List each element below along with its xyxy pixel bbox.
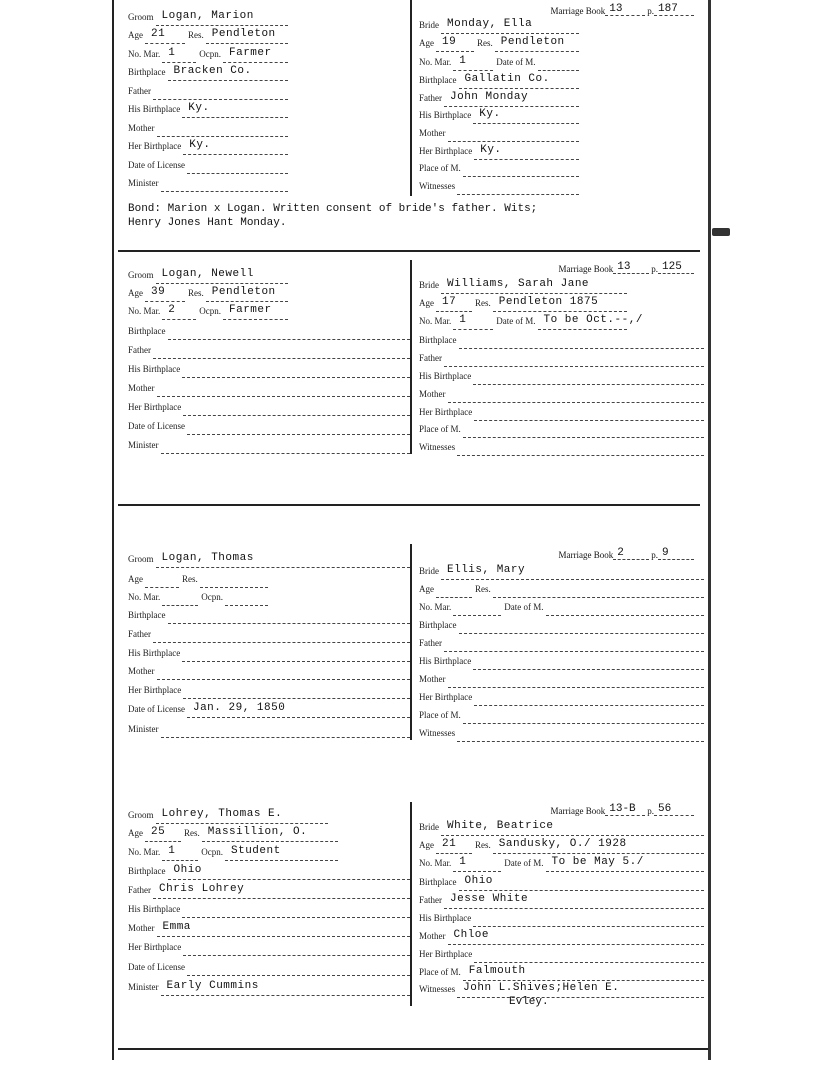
marriage-book-page: 187	[658, 3, 678, 15]
marriage-card-4	[118, 800, 708, 1040]
bond-note-line-1: Bond: Marion x Logan. Written consent of bride's father. Wits;	[128, 203, 538, 215]
bride-age: 21	[442, 838, 457, 850]
groom-minister-field: Minister Early Cummins	[128, 978, 410, 996]
groom-minister: Early Cummins	[166, 980, 259, 992]
card-divider	[410, 0, 412, 196]
bride-his-birthplace-field: His Birthplace	[419, 367, 704, 385]
groom-date-of-license-field: Date of License Jan. 29, 1850	[128, 700, 410, 718]
marriage-book-page: 56	[658, 803, 672, 815]
bride-birthplace-field: Birthplace Ohio	[419, 873, 704, 891]
groom-her-birthplace-field: Her Birthplace	[128, 398, 410, 416]
bride-mother: Chloe	[453, 929, 490, 941]
page-frame-right	[708, 0, 711, 1060]
groom-birthplace-field: Birthplace	[128, 322, 410, 340]
groom-ocpn: Farmer	[229, 304, 272, 316]
bride-age-res-field: Age 17 Res. Pendleton 1875	[419, 294, 627, 312]
groom-name-field: Groom Lohrey, Thomas E.	[128, 806, 328, 824]
groom-res: Pendleton	[211, 28, 276, 40]
groom-her-birthplace-field: Her Birthplace Ky.	[128, 137, 288, 155]
groom-date-of-license: Jan. 29, 1850	[192, 702, 286, 714]
groom-name: Lohrey, Thomas E.	[161, 808, 283, 820]
bride-name: White, Beatrice	[447, 820, 554, 832]
groom-age-res-field: Age 39 Res. Pendleton	[128, 284, 288, 302]
bride-date-of-m: To be Oct.--,/	[543, 314, 643, 326]
bride-name: Ellis, Mary	[447, 564, 526, 576]
bride-her-birthplace-field: Her Birthplace	[419, 945, 704, 963]
bride-name: Williams, Sarah Jane	[447, 278, 590, 290]
bride-father-field: Father John Monday	[419, 89, 579, 107]
groom-date-of-license-field: Date of License	[128, 958, 410, 976]
groom-nomar-ocpn-field: No. Mar. 1 Ocpn. Farmer	[128, 45, 288, 63]
bride-birthplace: Ohio	[464, 875, 493, 887]
bride-witnesses-continuation: Evley.	[509, 996, 549, 1008]
groom-age-res-field: Age Res.	[128, 570, 268, 588]
bride-place-of-m: Falmouth	[468, 965, 526, 977]
bottom-rule	[118, 1048, 708, 1050]
groom-nomar-ocpn-field: No. Mar. Ocpn.	[128, 588, 268, 606]
card-separator	[118, 504, 700, 506]
bride-birthplace-field: Birthplace	[419, 331, 704, 349]
groom-minister-field: Minister	[128, 436, 410, 454]
groom-ocpn: Student	[231, 845, 281, 857]
groom-his-birthplace-field: His Birthplace	[128, 360, 410, 378]
bride-nomar-date-field: No. Mar. 1 Date of M.	[419, 53, 579, 71]
bride-name: Monday, Ella	[447, 18, 533, 30]
bride-place-of-m-field: Place of M.	[419, 159, 579, 177]
marriage-book-number: 13	[617, 261, 631, 273]
groom-no-mar: 1	[168, 845, 176, 857]
groom-name-field: Groom Logan, Newell	[128, 266, 288, 284]
groom-father-field: Father Chris Lohrey	[128, 881, 410, 899]
groom-age: 25	[151, 826, 166, 838]
marriage-book-field: Marriage Book 13-B p. 56	[551, 800, 694, 816]
bride-witnesses-field: Witnesses	[419, 724, 704, 742]
bride-res: Pendleton	[500, 36, 565, 48]
groom-her-birthplace-field: Her Birthplace	[128, 938, 410, 956]
bride-her-birthplace: Ky.	[480, 144, 502, 156]
bride-age-res-field: Age Res.	[419, 580, 704, 598]
groom-birthplace: Bracken Co.	[173, 65, 252, 77]
bond-note-line-2: Henry Jones Hant Monday.	[128, 217, 287, 229]
groom-father-field: Father	[128, 82, 288, 100]
marriage-book-page: 9	[662, 547, 669, 559]
groom-no-mar: 2	[168, 304, 176, 316]
groom-mother-field: Mother Emma	[128, 919, 410, 937]
groom-his-birthplace-field: His Birthplace	[128, 900, 410, 918]
groom-no-mar: 1	[168, 47, 176, 59]
groom-name: Logan, Newell	[161, 268, 254, 280]
bride-age: 19	[442, 36, 457, 48]
bride-date-of-m: To be May 5./	[551, 856, 644, 868]
card-separator	[118, 250, 700, 252]
groom-age: 21	[151, 28, 166, 40]
groom-father: Chris Lohrey	[159, 883, 245, 895]
marriage-book-field: Marriage Book 2 p. 9	[559, 544, 694, 560]
bride-birthplace-field: Birthplace	[419, 616, 704, 634]
groom-date-of-license-field: Date of License	[128, 156, 288, 174]
bride-witnesses-field: Witnesses John L.Shives;Helen E.	[419, 980, 704, 998]
groom-date-of-license-field: Date of License	[128, 417, 410, 435]
groom-mother-field: Mother	[128, 379, 410, 397]
marriage-card-2	[118, 258, 708, 508]
bride-her-birthplace-field: Her Birthplace	[419, 403, 704, 421]
marriage-book-number: 13-B	[609, 803, 636, 815]
bride-name-field: Bride Ellis, Mary	[419, 562, 704, 580]
page-frame-left	[112, 0, 114, 1060]
groom-birthplace-field: Birthplace	[128, 606, 410, 624]
groom-res: Pendleton	[211, 286, 276, 298]
groom-name-field: Groom Logan, Marion	[128, 8, 288, 26]
bride-no-mar: 1	[459, 856, 467, 868]
card-divider	[410, 544, 412, 740]
groom-name-field: Groom Logan, Thomas	[128, 550, 410, 568]
groom-age-res-field: Age 25 Res. Massillion, O.	[128, 824, 338, 842]
bride-father: John Monday	[450, 91, 529, 103]
bride-his-birthplace: Ky.	[479, 108, 501, 120]
bride-mother-field: Mother	[419, 385, 704, 403]
groom-birthplace-field: Birthplace Ohio	[128, 862, 410, 880]
marriage-book-number: 2	[617, 547, 624, 559]
bride-name-field: Bride White, Beatrice	[419, 818, 704, 836]
bride-res: Sandusky, O./ 1928	[498, 838, 627, 850]
marriage-card-3	[118, 540, 708, 780]
groom-his-birthplace: Ky.	[188, 102, 210, 114]
bride-name-field: Bride Monday, Ella	[419, 16, 579, 34]
bride-no-mar: 1	[459, 55, 467, 67]
bride-witnesses-field: Witnesses	[419, 177, 579, 195]
groom-birthplace: Ohio	[173, 864, 202, 876]
bride-her-birthplace-field: Her Birthplace	[419, 688, 704, 706]
card-divider	[410, 802, 412, 1006]
groom-birthplace-field: Birthplace Bracken Co.	[128, 63, 288, 81]
margin-mark	[712, 228, 730, 236]
bride-birthplace: Gallatin Co.	[464, 73, 550, 85]
groom-minister-field: Minister	[128, 174, 288, 192]
marriage-book-field: Marriage Book 13 p. 125	[559, 258, 694, 274]
bride-birthplace-field: Birthplace Gallatin Co.	[419, 71, 579, 89]
groom-name: Logan, Thomas	[161, 552, 254, 564]
bride-her-birthplace-field: Her Birthplace Ky.	[419, 142, 579, 160]
bride-mother-field: Mother Chloe	[419, 927, 704, 945]
groom-mother: Emma	[162, 921, 191, 933]
groom-father-field: Father	[128, 341, 410, 359]
bride-age-res-field: Age 21 Res. Sandusky, O./ 1928	[419, 836, 704, 854]
groom-her-birthplace-field: Her Birthplace	[128, 681, 410, 699]
bride-place-of-m-field: Place of M.	[419, 420, 704, 438]
bride-mother-field: Mother	[419, 124, 579, 142]
groom-ocpn: Farmer	[229, 47, 272, 59]
groom-her-birthplace: Ky.	[189, 139, 211, 151]
bond-note	[128, 202, 698, 230]
groom-mother-field: Mother	[128, 119, 288, 137]
groom-his-birthplace-field: His Birthplace	[128, 644, 410, 662]
bride-nomar-date-field: No. Mar. 1 Date of M. To be Oct.--,/	[419, 312, 627, 330]
marriage-card-1	[118, 0, 708, 252]
marriage-book-field: Marriage Book 13 p. 187	[551, 0, 694, 16]
bride-father-field: Father	[419, 349, 704, 367]
groom-his-birthplace-field: His Birthplace Ky.	[128, 100, 288, 118]
bride-witnesses: John L.Shives;Helen E.	[463, 982, 620, 994]
bride-his-birthplace-field: His Birthplace	[419, 909, 704, 927]
bride-witnesses-field: Witnesses	[419, 438, 704, 456]
bride-name-field: Bride Williams, Sarah Jane	[419, 276, 627, 294]
bride-his-birthplace-field: His Birthplace Ky.	[419, 106, 579, 124]
marriage-book-number: 13	[609, 3, 623, 15]
groom-name: Logan, Marion	[161, 10, 254, 22]
marriage-book-page: 125	[662, 261, 682, 273]
bride-place-of-m-field: Place of M. Falmouth	[419, 963, 704, 981]
bride-age: 17	[442, 296, 457, 308]
bride-place-of-m-field: Place of M.	[419, 706, 704, 724]
bride-father-field: Father	[419, 634, 704, 652]
groom-nomar-ocpn-field: No. Mar. 2 Ocpn. Farmer	[128, 302, 288, 320]
bride-his-birthplace-field: His Birthplace	[419, 652, 704, 670]
groom-age: 39	[151, 286, 166, 298]
card-divider	[410, 260, 412, 454]
bride-nomar-date-field: No. Mar. Date of M.	[419, 598, 704, 616]
bride-nomar-date-field: No. Mar. 1 Date of M. To be May 5./	[419, 854, 704, 872]
bride-res: Pendleton 1875	[498, 296, 599, 308]
groom-minister-field: Minister	[128, 720, 410, 738]
groom-mother-field: Mother	[128, 662, 410, 680]
groom-nomar-ocpn-field: No. Mar. 1 Ocpn. Student	[128, 843, 338, 861]
groom-father-field: Father	[128, 625, 410, 643]
bride-father-field: Father Jesse White	[419, 891, 704, 909]
bride-no-mar: 1	[459, 314, 467, 326]
bride-age-res-field: Age 19 Res. Pendleton	[419, 34, 579, 52]
bride-mother-field: Mother	[419, 670, 704, 688]
bride-father: Jesse White	[450, 893, 529, 905]
groom-age-res-field: Age 21 Res. Pendleton	[128, 26, 288, 44]
groom-res: Massillion, O.	[207, 826, 308, 838]
